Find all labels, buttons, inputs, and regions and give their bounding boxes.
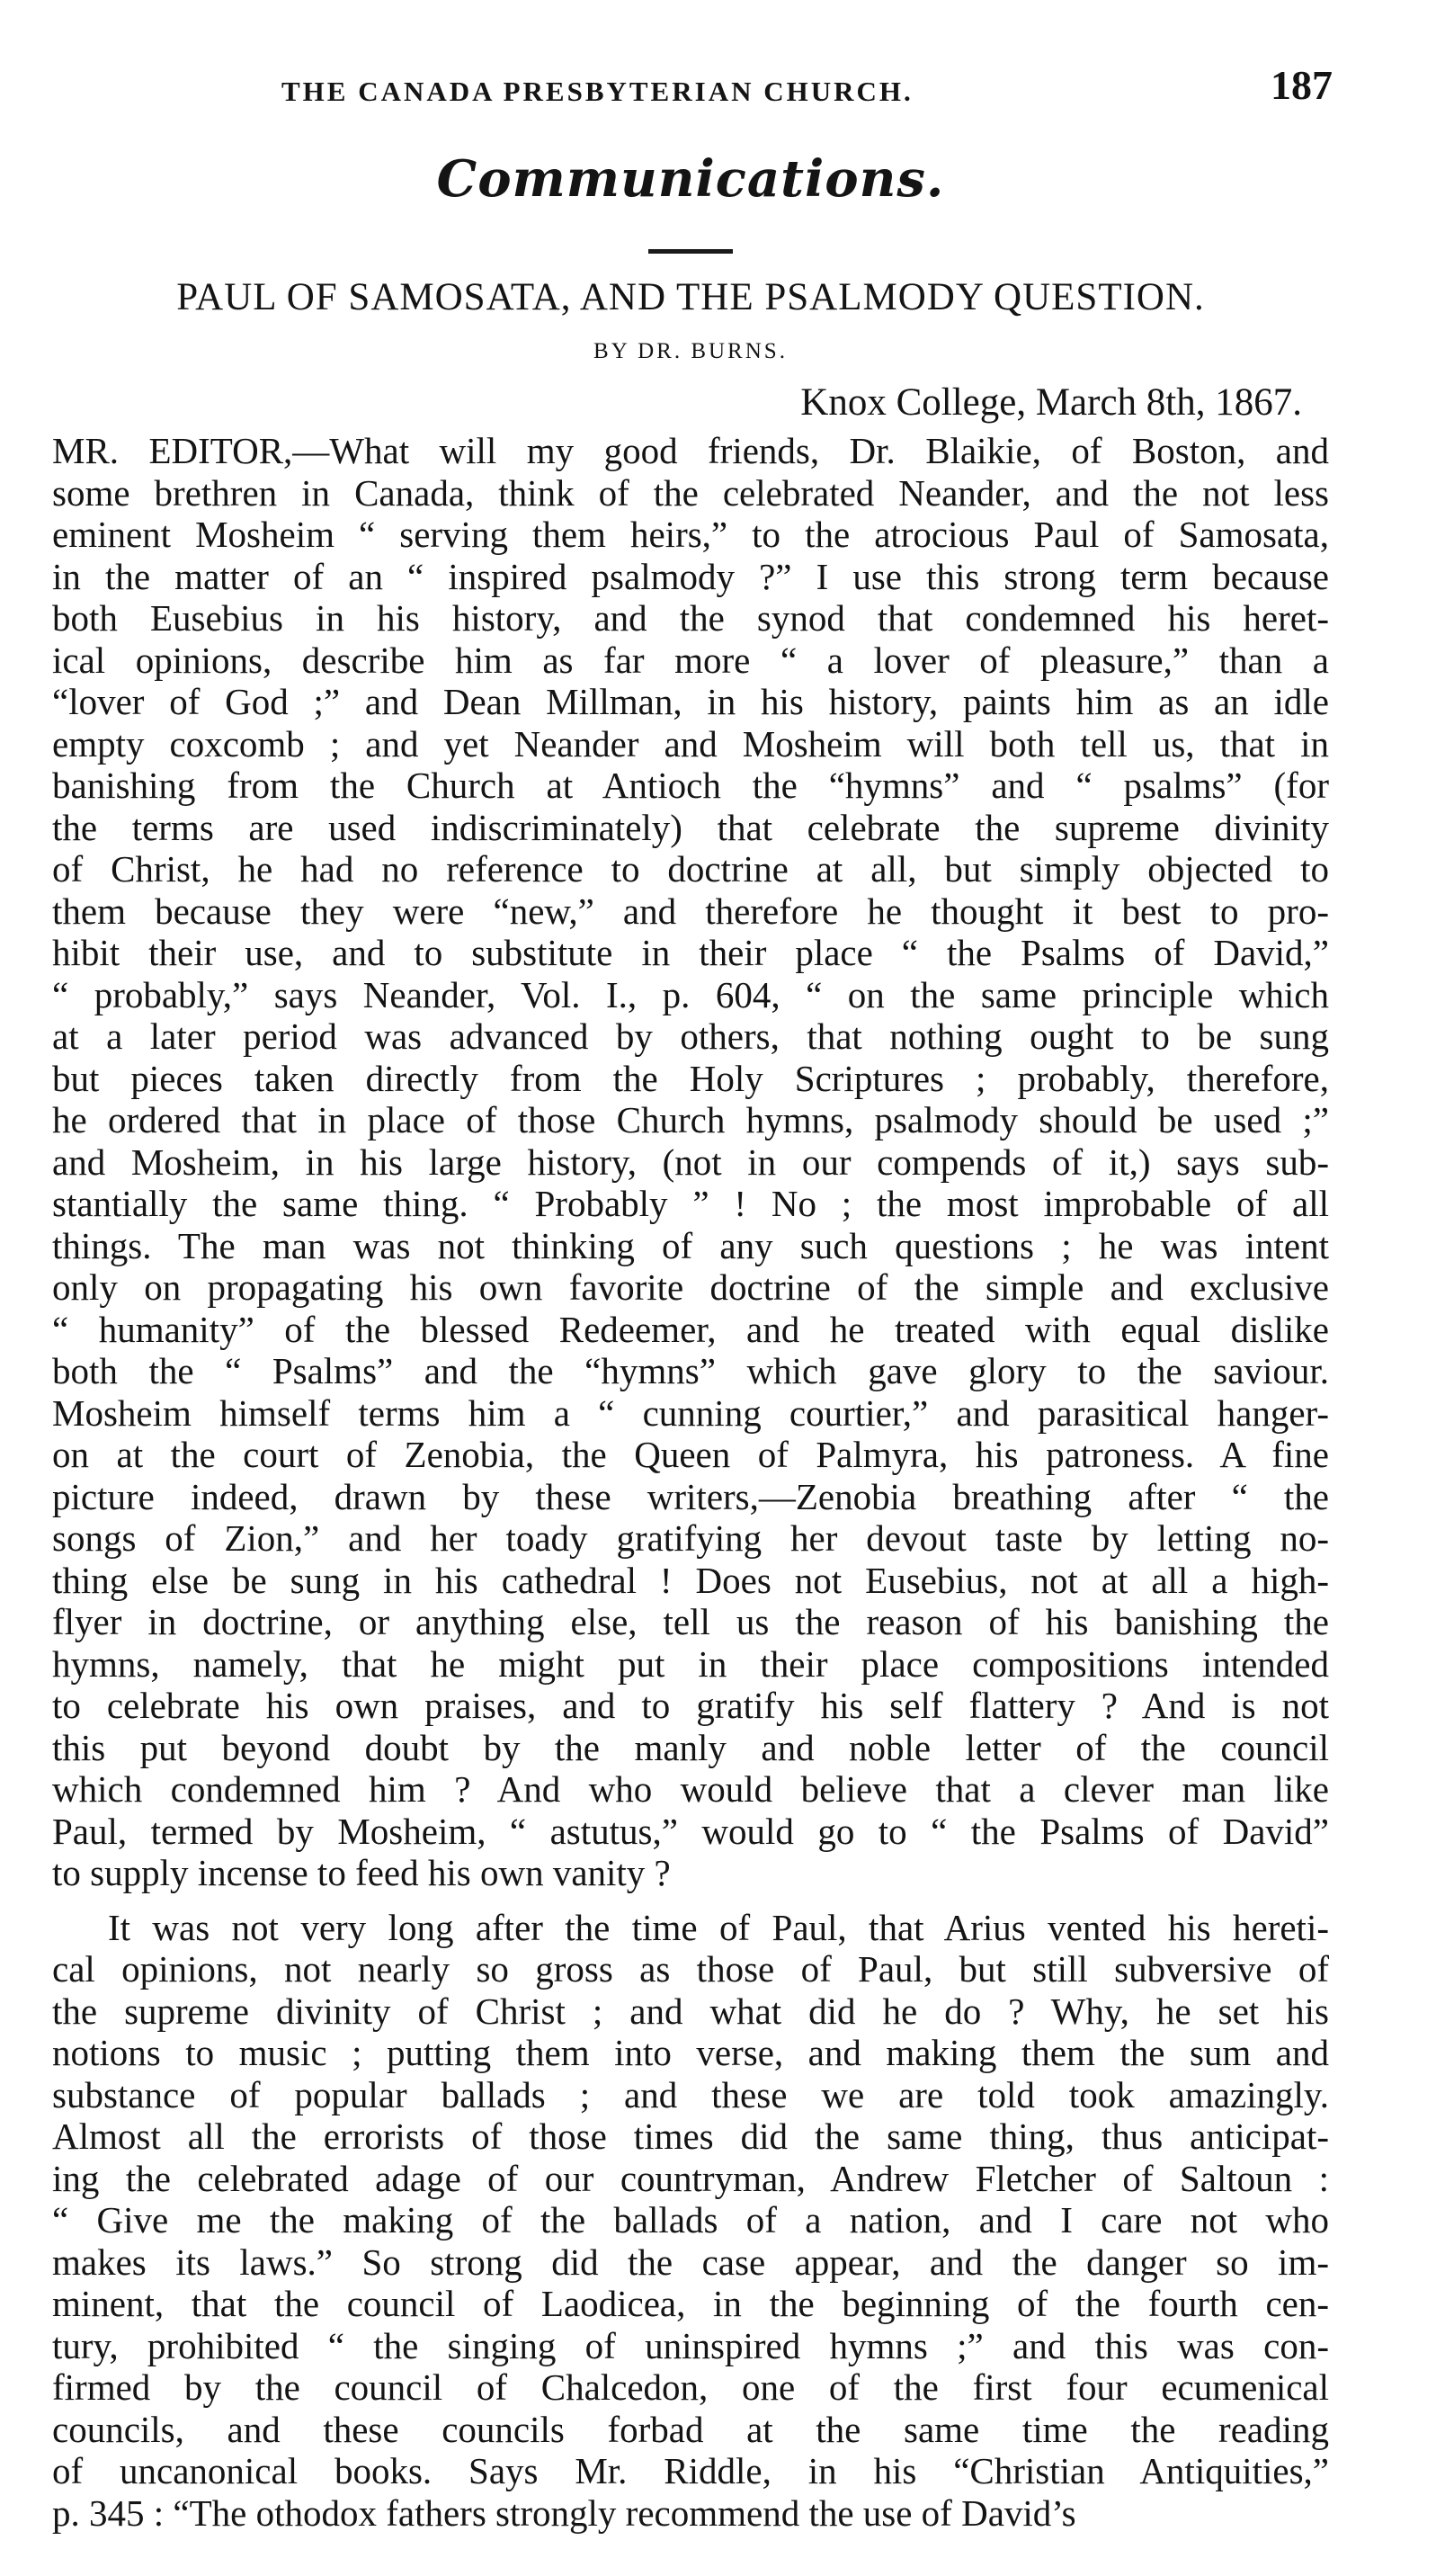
text-line: some brethren in Canada, think of the celebrated Neander, and the not less	[52, 471, 1329, 514]
text-line: in the matter of an “ inspired psalmody ?” I use this strong term because	[52, 555, 1329, 597]
text-line: “ humanity” of the blessed Redeemer, and he treated with equal dislike	[52, 1308, 1329, 1350]
page-number: 187	[1271, 62, 1333, 108]
text-line: but pieces taken directly from the Holy Scriptures ; probably, therefore,	[52, 1057, 1329, 1099]
text-line: songs of Zion,” and her toady gratifying her devout taste by letting no-	[52, 1517, 1329, 1559]
section-heading: Communications.	[436, 149, 945, 209]
text-line: Paul, termed by Mosheim, “ astutus,” would go to “ the Psalms of David”	[52, 1810, 1329, 1852]
text-line: “lover of God ;” and Dean Millman, in his history, paints him as an idle	[52, 681, 1329, 722]
text-line: which condemned him ? And who would believe that a clever man like	[52, 1768, 1329, 1810]
text-line: empty coxcomb ; and yet Neander and Mosheim will both tell us, that in	[52, 722, 1329, 765]
text-line: he ordered that in place of those Church hymns, psalmody should be used ;”	[52, 1099, 1329, 1140]
dateline: Knox College, March 8th, 1867.	[800, 381, 1302, 424]
text-line: to supply incense to feed his own vanity ?	[52, 1852, 671, 1893]
text-line: both Eusebius in his history, and the synod that condemned his heret-	[52, 597, 1329, 639]
text-line: at a later period was advanced by others, that nothing ought to be sung	[52, 1015, 1329, 1057]
text-line: them because they were “new,” and therefore he thought it best to pro-	[52, 890, 1329, 932]
text-line: banishing from the Church at Antioch the “hymns” and “ psalms” (for	[52, 765, 1329, 806]
byline: BY DR. BURNS.	[593, 339, 788, 363]
text-line: only on propagating his own favorite doctrine of the simple and exclusive	[52, 1266, 1329, 1308]
text-line: ical opinions, describe him as far more “ a lover of pleasure,” than a	[52, 639, 1329, 681]
text-line: flyer in doctrine, or anything else, tell us the reason of his banishing the	[52, 1601, 1329, 1642]
text-line: both the “ Psalms” and the “hymns” which gave glory to the saviour.	[52, 1350, 1329, 1391]
text-line: “ probably,” says Neander, Vol. I., p. 604, “ on the same principle which	[52, 973, 1329, 1015]
text-line: picture indeed, drawn by these writers,—Zenobia breathing after “ the	[52, 1475, 1329, 1517]
text-line: the supreme divinity of Christ ; and what did he do ? Why, he set his	[52, 1990, 1329, 2032]
text-line: firmed by the council of Chalcedon, one of the first four ecumenical	[52, 2366, 1329, 2408]
text-line: makes its laws.” So strong did the case appear, and the danger so im-	[52, 2241, 1329, 2283]
text-line: this put beyond doubt by the manly and noble letter of the council	[52, 1726, 1329, 1768]
article-title: PAUL OF SAMOSATA, AND THE PSALMODY QUESTION.	[176, 276, 1205, 318]
text-line: hymns, namely, that he might put in their place compositions intended	[52, 1642, 1329, 1685]
text-line: on at the court of Zenobia, the Queen of Palmyra, his patroness. A fine	[52, 1434, 1329, 1475]
text-line: of uncanonical books. Says Mr. Riddle, in his “Christian Antiquities,”	[52, 2450, 1329, 2491]
text-line: notions to music ; putting them into verse, and making them the sum and	[52, 2032, 1329, 2073]
text-line: things. The man was not thinking of any such questions ; he was intent	[52, 1224, 1329, 1266]
text-line: of Christ, he had no reference to doctrine at all, but simply objected to	[52, 848, 1329, 890]
text-line: p. 345 : “The othodox fathers strongly recommend the use of David’s	[52, 2491, 1076, 2534]
paragraph-1	[52, 430, 1329, 1894]
running-title: THE CANADA PRESBYTERIAN CHURCH.	[281, 76, 914, 107]
text-line: eminent Mosheim “ serving them heirs,” to the atrocious Paul of Samosata,	[52, 514, 1329, 555]
text-line: and Mosheim, in his large history, (not in our compends of it,) says sub-	[52, 1140, 1329, 1183]
page	[52, 56, 1333, 2534]
paragraph-2	[52, 1907, 1329, 2535]
text-line: substance of popular ballads ; and these we are told took amazingly.	[52, 2073, 1329, 2115]
text-line: ing the celebrated adage of our countryman, Andrew Fletcher of Saltoun :	[52, 2157, 1329, 2199]
text-line: stantially the same thing. “ Probably ” ! No ; the most improbable of all	[52, 1183, 1329, 1224]
text-line: to celebrate his own praises, and to gratify his self flattery ? And is not	[52, 1685, 1329, 1726]
title-rule	[648, 249, 733, 254]
text-line: Mosheim himself terms him a “ cunning courtier,” and parasitical hanger-	[52, 1391, 1329, 1434]
text-line: cal opinions, not nearly so gross as those of Paul, but still subversive of	[52, 1948, 1329, 1990]
running-head	[52, 56, 1333, 119]
text-line: hibit their use, and to substitute in their place “ the Psalms of David,”	[52, 932, 1329, 973]
text-line: thing else be sung in his cathedral ! Does not Eusebius, not at all a high-	[52, 1559, 1329, 1601]
text-line: MR. EDITOR,—What will my good friends, Dr. Blaikie, of Boston, and	[52, 430, 1329, 471]
text-line: It was not very long after the time of Paul, that Arius vented his hereti-	[108, 1906, 1329, 1948]
text-line: tury, prohibited “ the singing of uninspired hymns ;” and this was con-	[52, 2324, 1329, 2366]
text-line: Almost all the errorists of those times did the same thing, thus anticipat-	[52, 2115, 1329, 2157]
text-line: minent, that the council of Laodicea, in the beginning of the fourth cen-	[52, 2283, 1329, 2324]
text-line: councils, and these councils forbad at the same time the reading	[52, 2408, 1329, 2450]
text-line: “ Give me the making of the ballads of a nation, and I care not who	[52, 2199, 1329, 2241]
text-line: the terms are used indiscriminately) that celebrate the supreme divinity	[52, 806, 1329, 848]
